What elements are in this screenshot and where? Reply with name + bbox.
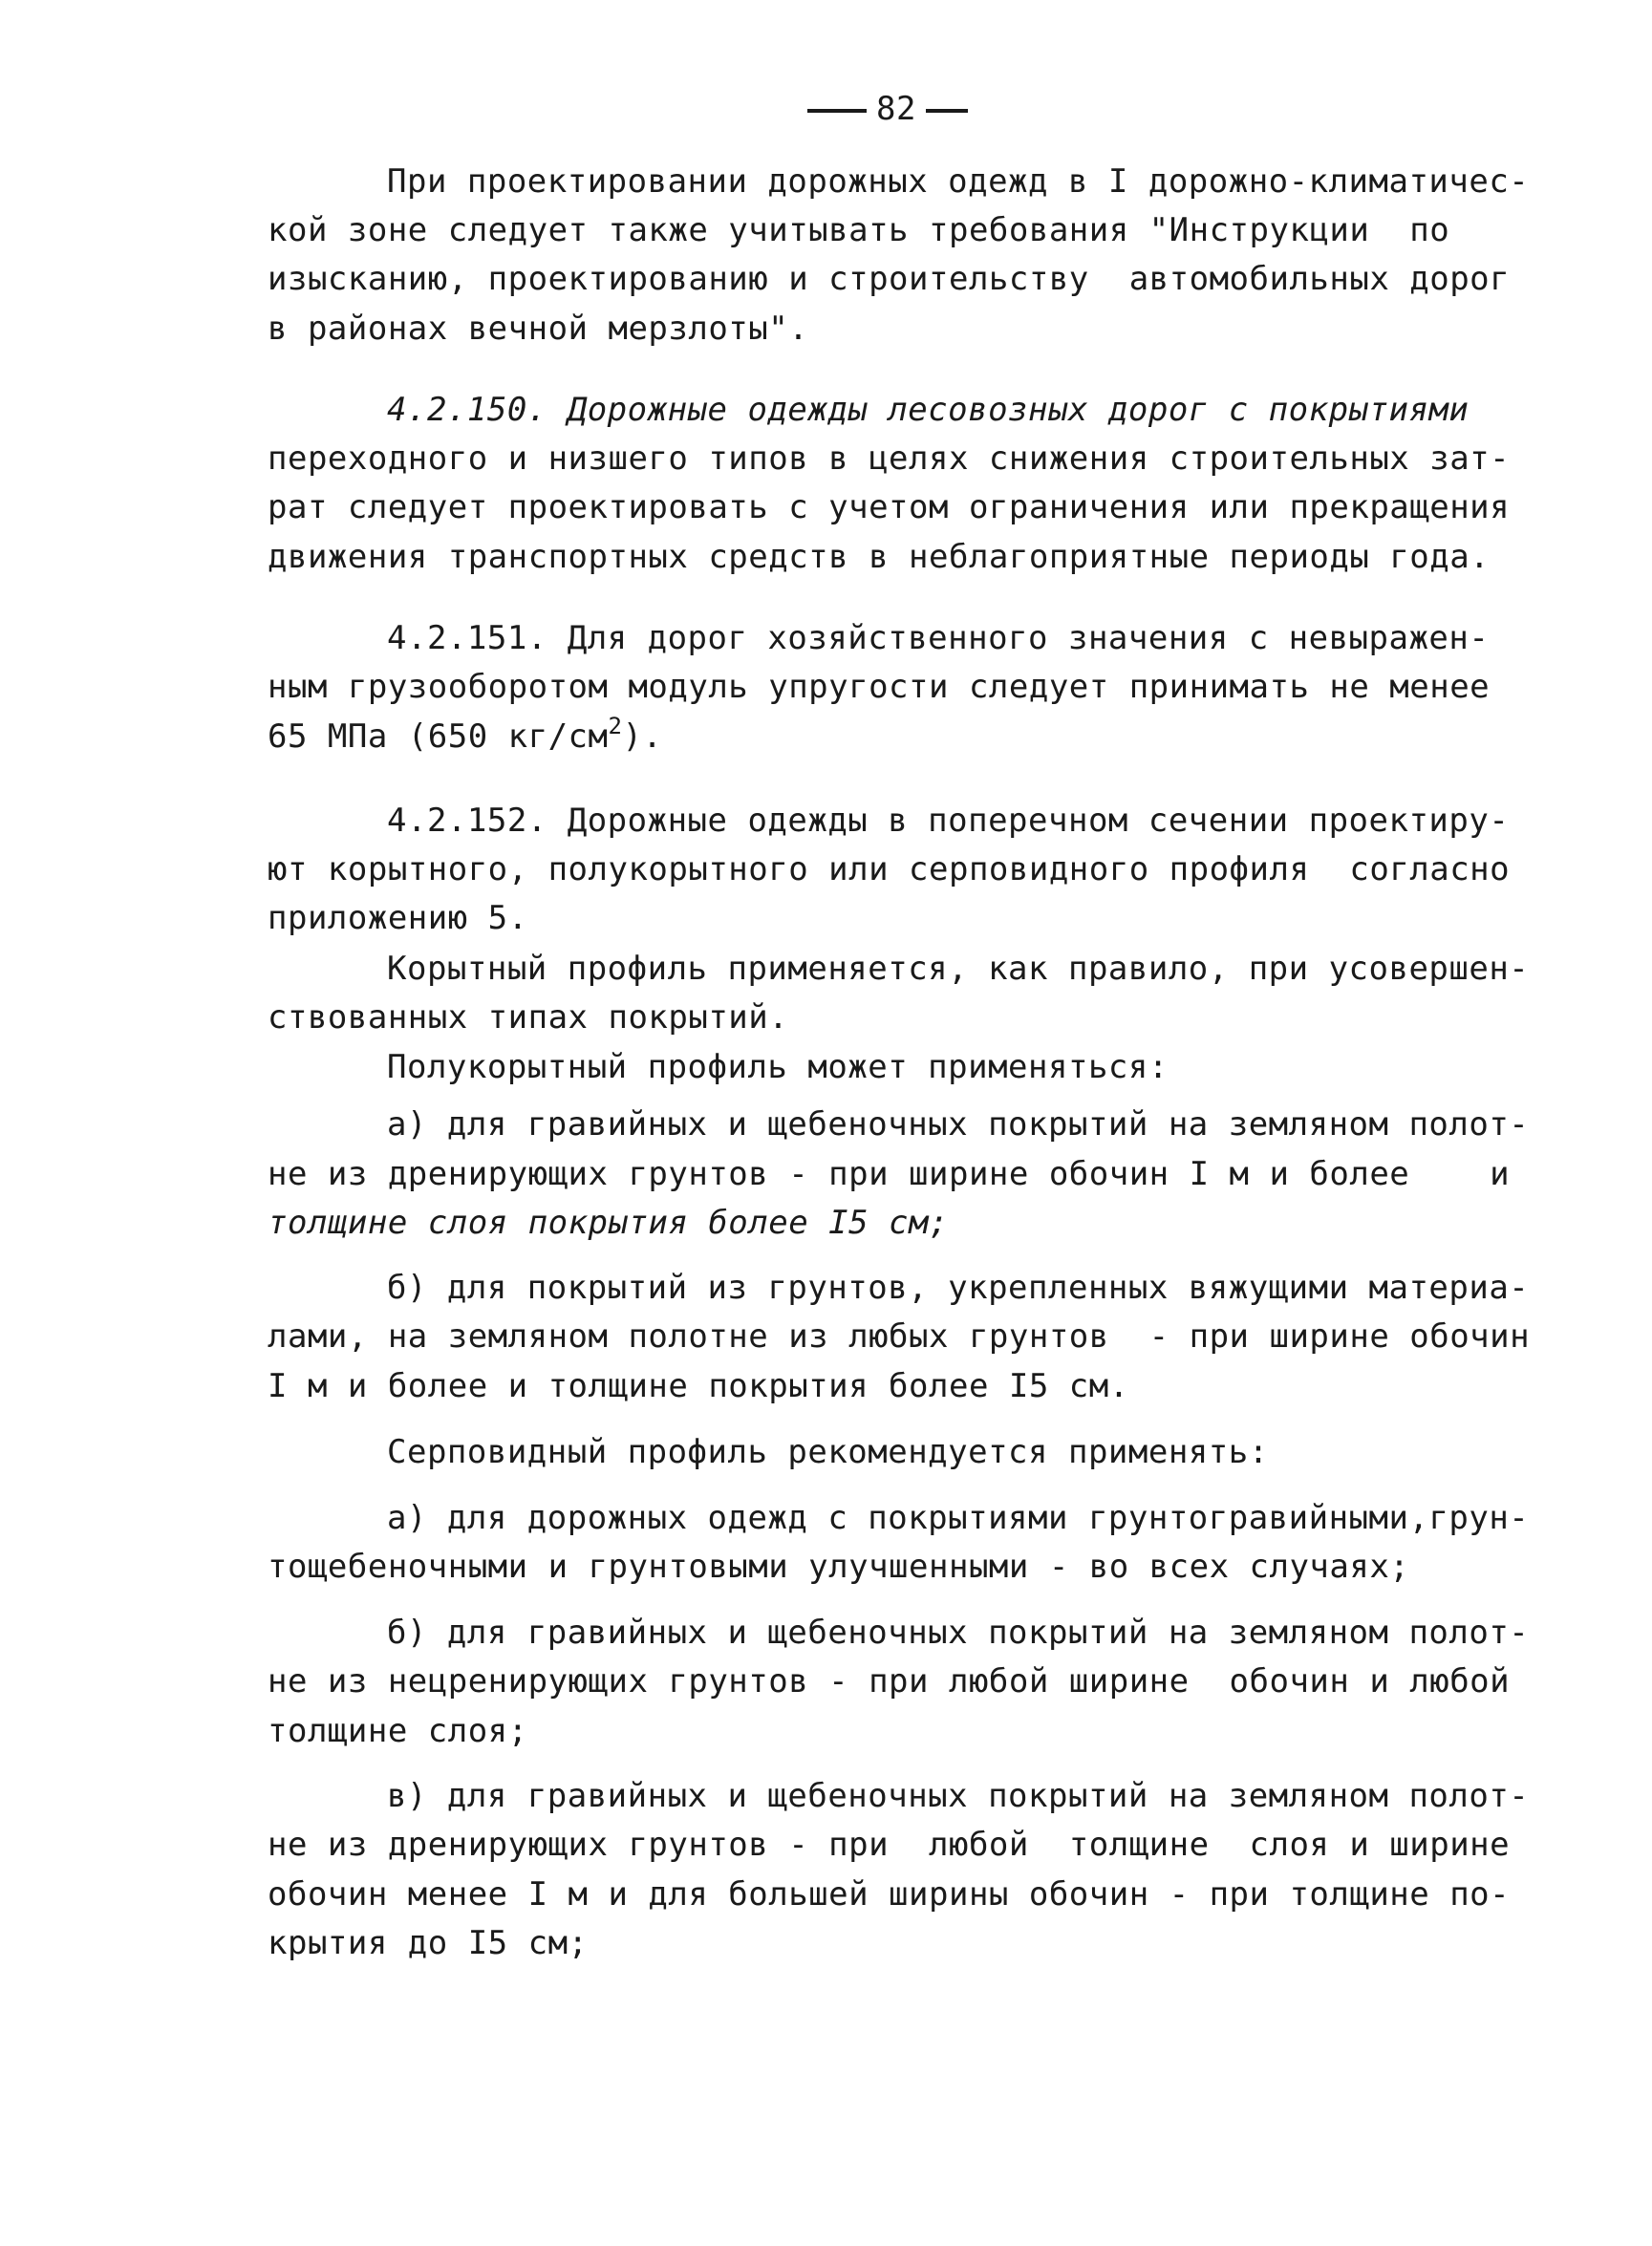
clause-heading-line: 4.2.150. Дорожные одежды лесовозных дорог с покрытиями: [387, 391, 1470, 429]
paragraph-line: движения транспортных средств в неблагоприятные периоды года.: [268, 538, 1491, 576]
list-item-line: толщине слоя покрытия более I5 см;: [268, 1204, 949, 1242]
paragraph-line: кой зоне следует также учитывать требования "Инструкции по: [268, 211, 1450, 249]
paragraph-line: ют корытного, полукорытного или серповидного профиля согласно: [268, 850, 1511, 888]
list-item-line: лами, на земляном полотне из любых грунтов - при ширине обочин: [268, 1317, 1531, 1356]
list-item-line: обочин менее I м и для большей ширины обочин - при толщине по-: [268, 1875, 1511, 1914]
list-item-line: тощебеночными и грунтовыми улучшенными - во всех случаях;: [268, 1548, 1410, 1586]
line-text: 65 МПа (650 кг/см: [268, 717, 609, 756]
paragraph-line: Корытный профиль применяется, как правило, при усовершен-: [387, 950, 1530, 988]
line-text-after: ).: [622, 717, 663, 756]
list-item-line: не из дренирующих грунтов - при ширине обочин I м и более и: [268, 1155, 1511, 1193]
clause-heading-line: 4.2.152. Дорожные одежды в поперечном сечении проектиру-: [387, 802, 1510, 840]
list-item-line: толщине слоя;: [268, 1712, 528, 1750]
superscript: 2: [608, 713, 623, 739]
paragraph-line: ствованных типах покрытий.: [268, 998, 789, 1037]
list-item-line: не из дренирующих грунтов - при любой толщине слоя и ширине: [268, 1826, 1511, 1864]
paragraph-line: Полукорытный профиль может применяться:: [387, 1048, 1169, 1086]
list-item-line: I м и более и толщине покрытия более I5 см.: [268, 1367, 1129, 1405]
paragraph-line: переходного и низшего типов в целях снижения строительных зат-: [268, 439, 1511, 478]
paragraph-line: рат следует проектировать с учетом ограничения или прекращения: [268, 488, 1511, 526]
paragraph-line: в районах вечной мерзлоты".: [268, 310, 809, 348]
page-number: 82: [876, 90, 916, 128]
list-item-line: в) для гравийных и щебеночных покрытий на земляном полот-: [387, 1777, 1530, 1815]
paragraph-line: приложению 5.: [268, 899, 528, 937]
list-item-line: крытия до I5 см;: [268, 1924, 589, 1962]
paragraph-line: [268, 713, 663, 756]
list-item-line: б) для гравийных и щебеночных покрытий на земляном полот-: [387, 1614, 1530, 1652]
dash-decoration: [926, 109, 968, 113]
paragraph-line: Серповидный профиль рекомендуется применять:: [387, 1433, 1269, 1471]
clause-heading-line: 4.2.151. Для дорог хозяйственного значения с невыражен-: [387, 619, 1490, 657]
list-item-line: а) для гравийных и щебеночных покрытий на земляном полот-: [387, 1105, 1530, 1144]
page-number-block: [807, 90, 968, 128]
list-item-line: б) для покрытий из грунтов, укрепленных вяжущими материа-: [387, 1269, 1530, 1307]
list-item-line: не из нецренирующих грунтов - при любой ширине обочин и любой: [268, 1662, 1511, 1701]
list-item-line: а) для дорожных одежд с покрытиями грунтогравийными,грун-: [387, 1499, 1530, 1537]
dash-decoration: [807, 109, 867, 113]
paragraph-line: При проектировании дорожных одежд в I дорожно-климатичес-: [387, 162, 1530, 201]
paragraph-line: изысканию, проектированию и строительству автомобильных дорог: [268, 260, 1511, 298]
paragraph-line: ным грузооборотом модуль упругости следует принимать не менее: [268, 668, 1491, 706]
